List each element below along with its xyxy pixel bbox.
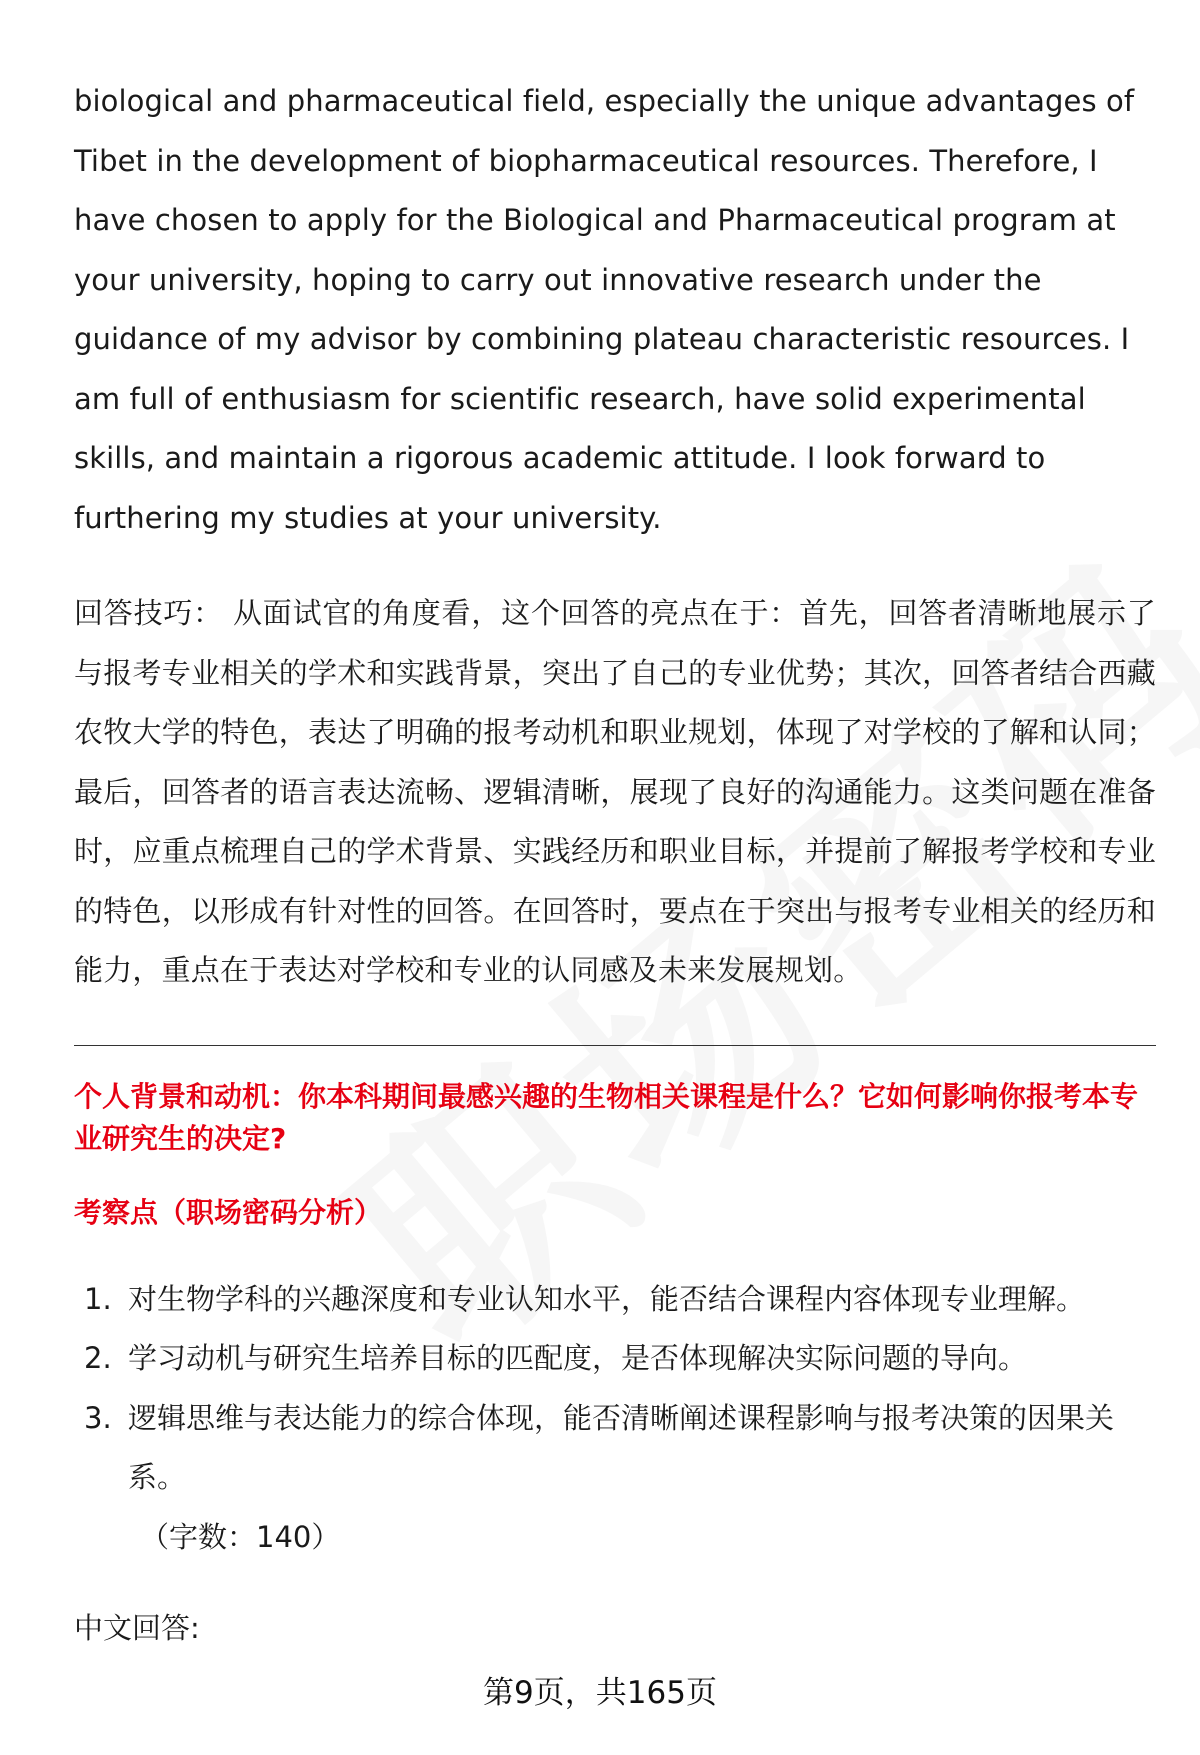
list-item-number: 3. (84, 1400, 112, 1435)
list-item-text: 对生物学科的兴趣深度和专业认知水平，能否结合课程内容体现专业理解。 (128, 1281, 1086, 1316)
list-item-text: 逻辑思维与表达能力的综合体现，能否清晰阐述课程影响与报考决策的因果关系。 (128, 1400, 1115, 1494)
list-item (74, 1389, 1156, 1508)
list-item-number: 2. (84, 1341, 112, 1375)
list-item (74, 1329, 1156, 1389)
document-page (74, 72, 1156, 1659)
list-item (74, 1270, 1156, 1330)
list-item-text: 学习动机与研究生培养目标的匹配度，是否体现解决实际问题的导向。 (128, 1341, 1028, 1375)
assessment-points-list (74, 1270, 1156, 1508)
word-count: （字数：140） (140, 1519, 341, 1554)
section-divider (74, 1045, 1156, 1046)
assessment-points-heading: 考察点（职场密码分析） (74, 1195, 383, 1229)
interview-question: 个人背景和动机：你本科期间最感兴趣的生物相关课程是什么？它如何影响你报考本专业研究生的决定? (74, 1079, 1139, 1155)
chinese-answer-label: 中文回答: (74, 1611, 200, 1645)
page-number-footer: 第9页，共165页 (483, 1675, 717, 1711)
english-answer-paragraph: biological and pharmaceutical field, especially the unique advantages of Tibet in the development of biopharmaceutical resources. Therefore, I have chosen to apply for the Biological and Pharmaceutical program at your university, hoping to carry out innovative research under the guidance of my advisor by combining plateau characteristic resources. I am full of enthusiasm for scientific research, have solid experimental skills, and maintain a rigorous academic attitude. I look forward to furthering my studies at your university. (74, 84, 1135, 535)
list-item-number: 1. (84, 1281, 112, 1316)
answer-tips-paragraph: 回答技巧： 从面试官的角度看，这个回答的亮点在于：首先，回答者清晰地展示了与报考专业相关的学术和实践背景，突出了自己的专业优势；其次，回答者结合西藏农牧大学的特色，表达了明确的报考动机和职业规划，体现了对学校的了解和认同；最后，回答者的语言表达流畅、逻辑清晰，展现了良好的沟通能力。这类问题在准备时，应重点梳理自己的学术背景、实践经历和职业目标，并提前了解报考学校和专业的特色，以形成有针对性的回答。在回答时，要点在于突出与报考专业相关的经历和能力，重点在于表达对学校和专业的认同感及未来发展规划。 (74, 596, 1156, 987)
